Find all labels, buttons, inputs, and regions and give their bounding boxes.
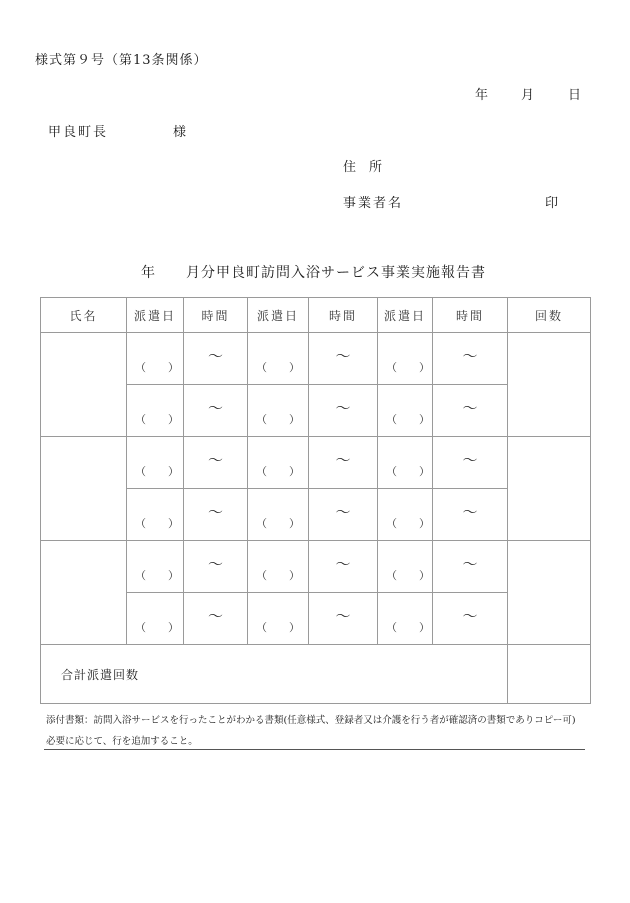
- time-cell[interactable]: ～: [184, 593, 248, 645]
- table-row: [41, 437, 591, 489]
- table-row: [41, 541, 591, 593]
- time-cell[interactable]: ～: [433, 541, 508, 593]
- dispatch-date-cell[interactable]: （ ）: [378, 541, 433, 593]
- seal-mark: 印: [545, 196, 559, 211]
- dispatch-date-cell[interactable]: （ ）: [378, 489, 433, 541]
- count-cell[interactable]: [508, 333, 591, 437]
- col-header-dispatch-date: 派遣日: [378, 298, 433, 333]
- dispatch-date-cell[interactable]: （ ）: [248, 437, 309, 489]
- time-cell[interactable]: ～: [309, 489, 378, 541]
- total-row: [41, 645, 591, 704]
- dispatch-date-cell[interactable]: （ ）: [248, 333, 309, 385]
- table-row: [41, 333, 591, 385]
- footer-rule: [44, 749, 585, 750]
- dispatch-date-cell[interactable]: （ ）: [378, 437, 433, 489]
- form-number: 様式第９号（第13条関係）: [35, 53, 208, 68]
- address-label: 住 所: [343, 160, 383, 175]
- total-count-cell[interactable]: [508, 645, 591, 704]
- dispatch-date-cell[interactable]: （ ）: [127, 541, 184, 593]
- col-header-count: 回数: [508, 298, 591, 333]
- dispatch-date-cell[interactable]: （ ）: [248, 593, 309, 645]
- dispatch-date-cell[interactable]: （ ）: [248, 385, 309, 437]
- dispatch-date-cell[interactable]: （ ）: [248, 489, 309, 541]
- count-cell[interactable]: [508, 437, 591, 541]
- business-name-label: 事業者名: [343, 196, 404, 211]
- name-cell[interactable]: [41, 541, 127, 645]
- dispatch-date-cell[interactable]: （ ）: [127, 489, 184, 541]
- time-cell[interactable]: ～: [433, 489, 508, 541]
- date-year-label: 年: [475, 88, 489, 103]
- dispatch-date-cell[interactable]: （ ）: [127, 593, 184, 645]
- time-cell[interactable]: ～: [309, 593, 378, 645]
- dispatch-date-cell[interactable]: （ ）: [127, 385, 184, 437]
- name-cell[interactable]: [41, 333, 127, 437]
- name-cell[interactable]: [41, 437, 127, 541]
- date-month-label: 月: [521, 88, 535, 103]
- time-cell[interactable]: ～: [184, 437, 248, 489]
- col-header-time: 時間: [309, 298, 378, 333]
- count-cell[interactable]: [508, 541, 591, 645]
- dispatch-date-cell[interactable]: （ ）: [248, 541, 309, 593]
- dispatch-date-cell[interactable]: （ ）: [127, 333, 184, 385]
- dispatch-date-cell[interactable]: （ ）: [378, 593, 433, 645]
- dispatch-date-cell[interactable]: （ ）: [378, 385, 433, 437]
- time-cell[interactable]: ～: [309, 333, 378, 385]
- honorific: 様: [173, 125, 187, 140]
- total-dispatch-count-label: 合計派遣回数: [41, 645, 508, 704]
- col-header-time: 時間: [184, 298, 248, 333]
- col-header-name: 氏名: [41, 298, 127, 333]
- dispatch-date-cell[interactable]: （ ）: [127, 437, 184, 489]
- col-header-dispatch-date: 派遣日: [127, 298, 184, 333]
- time-cell[interactable]: ～: [433, 593, 508, 645]
- report-title: 月分甲良町訪問入浴サービス事業実施報告書: [186, 265, 486, 281]
- time-cell[interactable]: ～: [309, 437, 378, 489]
- table-header-row: [41, 298, 591, 333]
- time-cell[interactable]: ～: [184, 541, 248, 593]
- attachment-note: 添付書類：訪問入浴サービスを行ったことがわかる書類(任意様式、登録者又は介護を行う者が確認済の書類でありコピー可): [46, 715, 576, 726]
- add-rows-note: 必要に応じて、行を追加すること。: [46, 736, 198, 747]
- report-table: [40, 297, 591, 704]
- time-cell[interactable]: ～: [433, 333, 508, 385]
- addressee: 甲良町長: [48, 125, 109, 140]
- col-header-time: 時間: [433, 298, 508, 333]
- time-cell[interactable]: ～: [184, 489, 248, 541]
- dispatch-date-cell[interactable]: （ ）: [378, 333, 433, 385]
- time-cell[interactable]: ～: [309, 541, 378, 593]
- time-cell[interactable]: ～: [433, 437, 508, 489]
- time-cell[interactable]: ～: [433, 385, 508, 437]
- title-year: 年: [141, 265, 155, 281]
- time-cell[interactable]: ～: [184, 333, 248, 385]
- date-day-label: 日: [568, 88, 582, 103]
- time-cell[interactable]: ～: [184, 385, 248, 437]
- time-cell[interactable]: ～: [309, 385, 378, 437]
- col-header-dispatch-date: 派遣日: [248, 298, 309, 333]
